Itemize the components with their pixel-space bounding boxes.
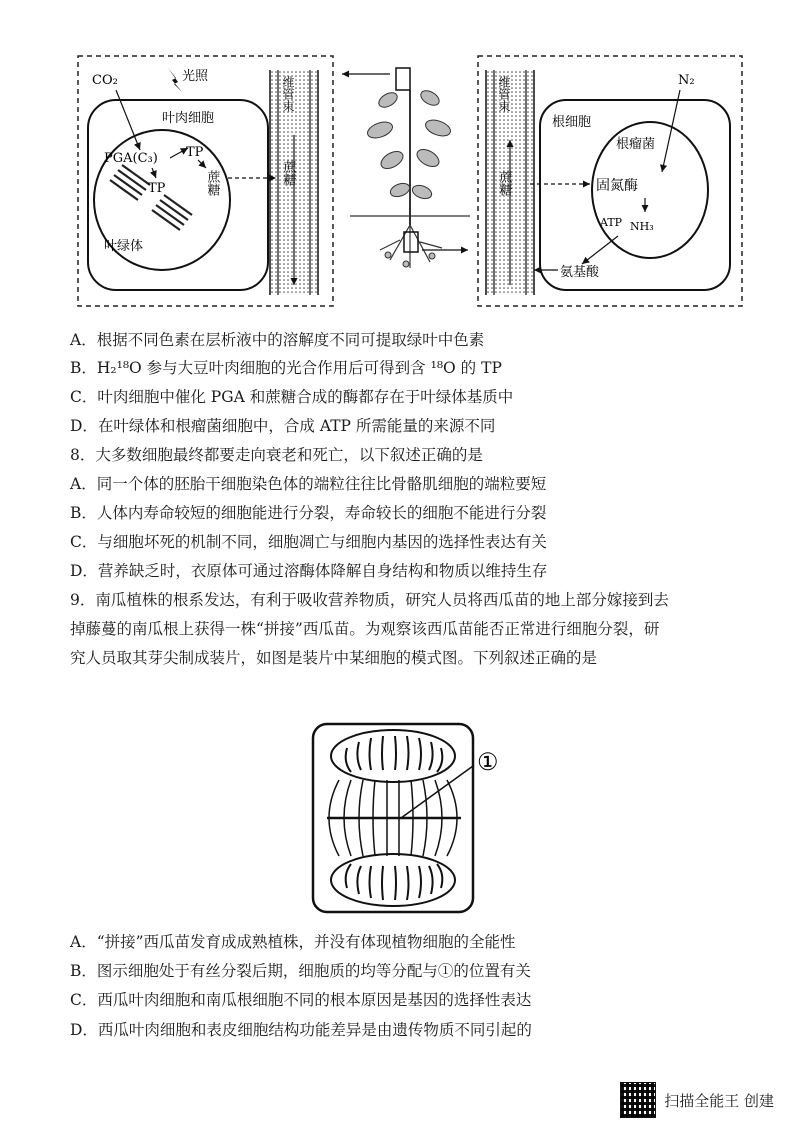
cell-plate-label: ① xyxy=(477,748,499,776)
q9-stem-line-1: 9．南瓜植株的根系发达，有利于吸收营养物质，研究人员将西瓜苗的地上部分嫁接到去 xyxy=(70,591,669,609)
sucrose-vb-label-left: 蔗糖 xyxy=(280,160,296,186)
photosynthesis-nitrogen-fixation-figure xyxy=(70,50,750,315)
q9-option-c: C．西瓜叶肉细胞和南瓜根细胞不同的根本原因是基因的选择性表达 xyxy=(70,991,532,1009)
tp-out-label: TP xyxy=(186,145,204,160)
n2-label: N₂ xyxy=(678,73,695,88)
q8-stem: 8．大多数细胞最终都要走向衰老和死亡，以下叙述正确的是 xyxy=(70,446,483,464)
nodule-bacteria-label: 根瘤菌 xyxy=(616,137,656,152)
nitrogenase-label: 固氮酶 xyxy=(596,178,638,194)
amino-acid-label: 氨基酸 xyxy=(560,265,600,280)
scanner-watermark-text: 扫描全能王 创建 xyxy=(664,1091,774,1110)
q8-option-c: C．与细胞坏死的机制不同，细胞凋亡与细胞内基因的选择性表达有关 xyxy=(70,533,547,551)
chromosomes-top xyxy=(346,736,443,772)
root-cell-label: 根细胞 xyxy=(552,115,592,130)
q7-option-c: C．叶肉细胞中催化 PGA 和蔗糖合成的酶都存在于叶绿体基质中 xyxy=(70,388,514,406)
q9-option-b: B．图示细胞处于有丝分裂后期，细胞质的均等分配与①的位置有关 xyxy=(70,962,531,980)
tp-in-label: TP xyxy=(148,181,166,196)
q7-option-d: D．在叶绿体和根瘤菌细胞中，合成 ATP 所需能量的来源不同 xyxy=(70,417,496,435)
q9-option-a: A．“拼接”西瓜苗发育成成熟植株，并没有体现植物细胞的全能性 xyxy=(70,933,516,951)
vascular-bundle-label-right: 维管束 xyxy=(497,76,511,112)
sucrose-label-left: 蔗糖 xyxy=(204,170,220,196)
q8-option-a: A．同一个体的胚胎干细胞染色体的端粒往往比骨骼肌细胞的端粒要短 xyxy=(70,475,547,493)
pga-label: PGA(C₃) xyxy=(104,151,158,166)
soybean-plant-icon xyxy=(350,88,470,268)
chloroplast-label: 叶绿体 xyxy=(104,239,144,254)
q9-stem-line-2: 掉藤蔓的南瓜根上获得一株“拼接”西瓜苗。为观察该西瓜苗能否正常进行细胞分裂，研 xyxy=(70,620,660,638)
q8-option-d: D．营养缺乏时，衣原体可通过溶酶体降解自身结构和物质以维持生存 xyxy=(70,562,548,580)
q9-option-d: D．西瓜叶肉细胞和表皮细胞结构功能差异是由遗传物质不同引起的 xyxy=(70,1021,532,1039)
atp-label: ATP xyxy=(600,216,623,229)
sucrose-label-right: 蔗糖 xyxy=(496,170,512,196)
chromosomes-bottom xyxy=(346,864,443,900)
qr-code-icon xyxy=(620,1082,656,1118)
lightning-icon xyxy=(168,68,182,92)
q8-option-b: B．人体内寿命较短的细胞能进行分裂，寿命较长的细胞不能进行分裂 xyxy=(70,504,547,522)
q7-option-b: B．H₂¹⁸O 参与大豆叶肉细胞的光合作用后可得到含 ¹⁸O 的 TP xyxy=(70,359,502,377)
q9-stem-line-3: 究人员取其芽尖制成装片，如图是装片中某细胞的模式图。下列叙述正确的是 xyxy=(70,649,598,667)
mesophyll-cell-label: 叶肉细胞 xyxy=(162,111,215,126)
q7-option-a: A．根据不同色素在层析液中的溶解度不同可提取绿叶中色素 xyxy=(70,331,485,349)
thylakoid-stacks xyxy=(110,165,192,230)
mitosis-cell-figure xyxy=(305,718,525,918)
co2-label: CO₂ xyxy=(92,73,118,88)
nh3-label: NH₃ xyxy=(630,220,654,233)
scanner-watermark xyxy=(620,1082,774,1118)
vascular-bundle-label-left: 维管束 xyxy=(281,76,295,112)
light-label: 光照 xyxy=(182,69,209,84)
